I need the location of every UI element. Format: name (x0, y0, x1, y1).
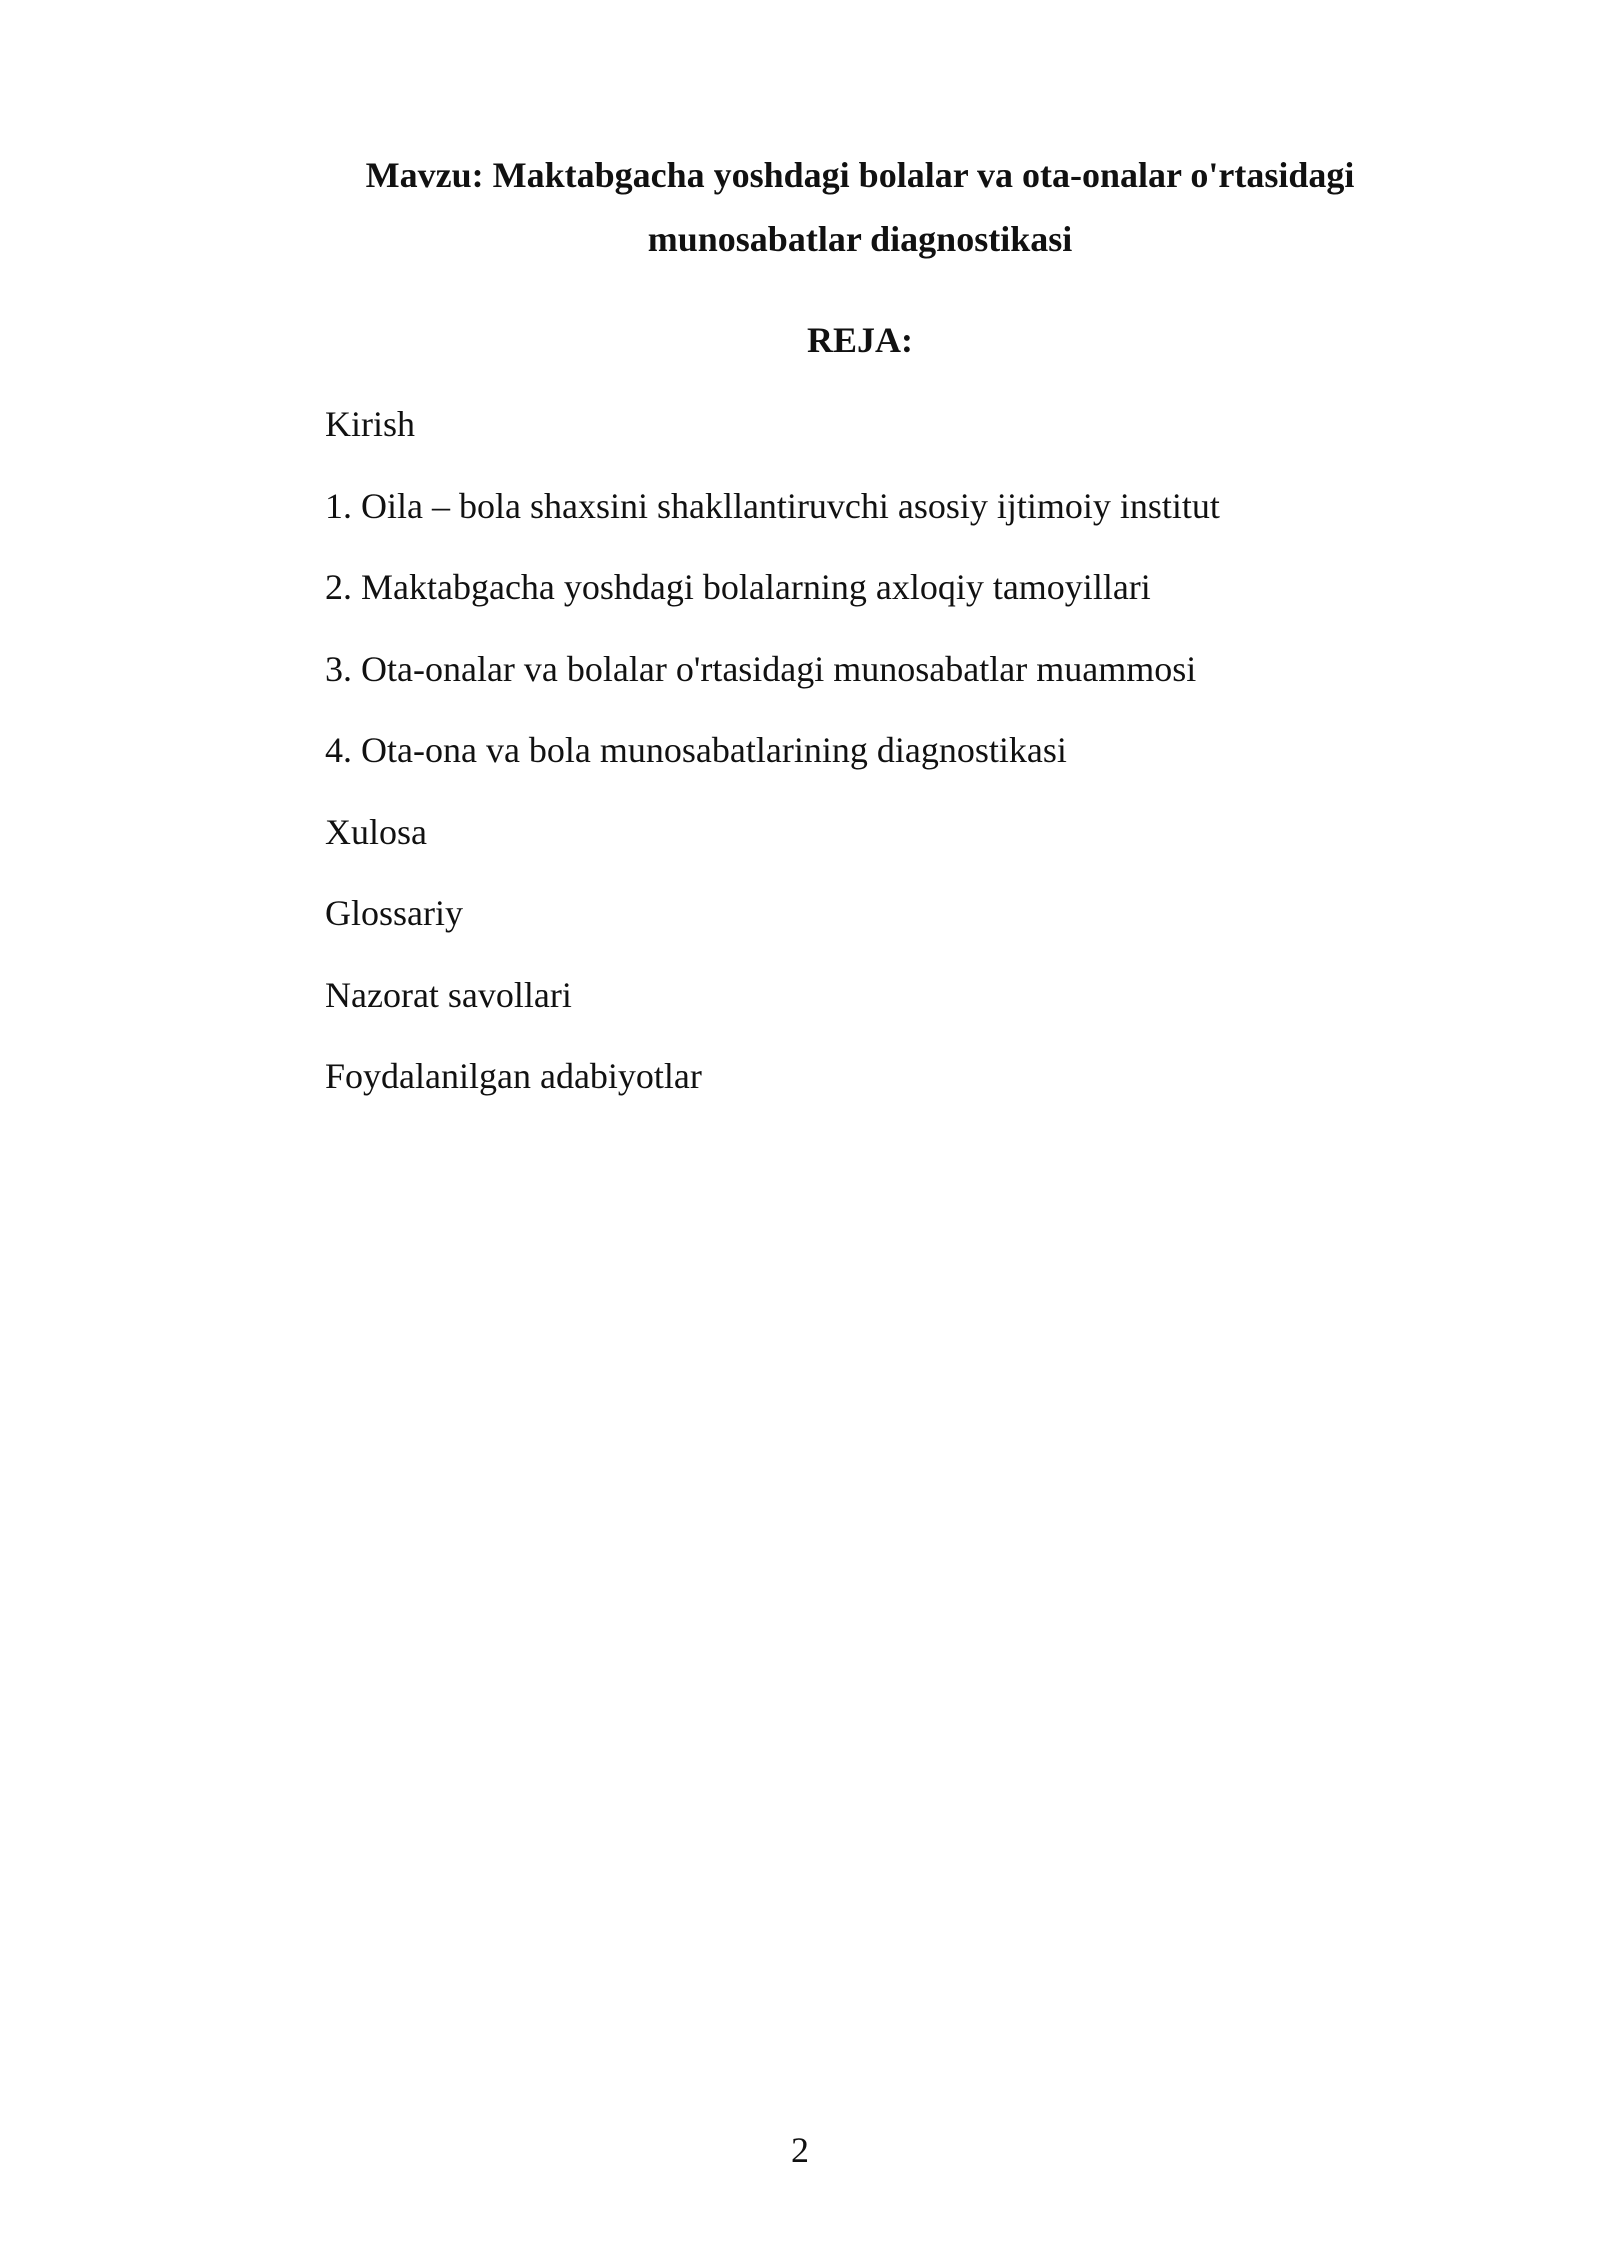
plan-item-2: 2. Maktabgacha yoshdagi bolalarning axloqiy tamoyillari (325, 567, 1151, 607)
plan-item-references: Foydalanilgan adabiyotlar (325, 1056, 702, 1096)
page-number: 2 (791, 2130, 809, 2170)
plan-item-conclusion: Xulosa (325, 811, 427, 852)
document-title-line-2: munosabatlar diagnostikasi (647, 219, 1073, 259)
plan-item-glossary: Glossariy (325, 893, 463, 933)
plan-heading: REJA: (807, 320, 913, 360)
plan-item-3: 3. Ota-onalar va bolalar o'rtasidagi munosabatlar muammosi (325, 648, 1197, 689)
document-title-line-1: Mavzu: Maktabgacha yoshdagi bolalar va ota-onalar o'rtasidagi (365, 155, 1355, 195)
plan-item-4: 4. Ota-ona va bola munosabatlarining diagnostikasi (325, 730, 1067, 770)
plan-item-control-questions: Nazorat savollari (325, 974, 572, 1015)
plan-item-introduction: Kirish (325, 404, 415, 444)
plan-list (325, 402, 1220, 1136)
plan-item-1: 1. Oila – bola shaxsini shakllantiruvchi asosiy ijtimoiy institut (325, 485, 1220, 526)
